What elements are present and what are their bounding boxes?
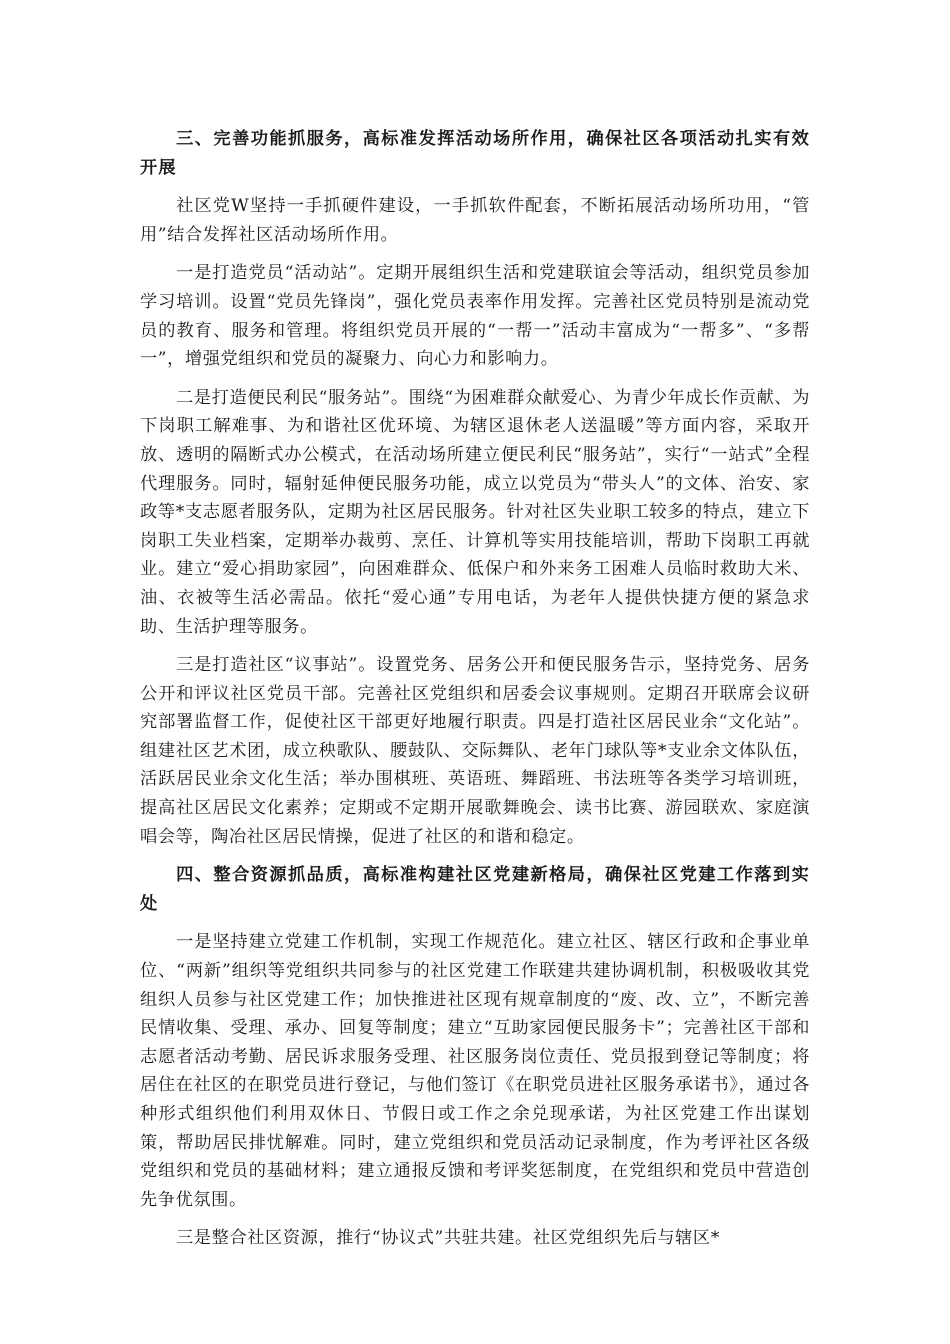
- document-body: [140, 125, 810, 1263]
- paragraph-service-station: 二是打造便民利民“服务站”。围绕“为困难群众献爱心、为青少年成长作贡献、为下岗职工解难事、为和谐社区优环境、为辖区退休老人送温暖”等方面内容，采取开放、透明的隔断式办公模式，在活动场所建立便民利民“服务站”，实行“一站式”全程代理服务。同时，辐射延伸便民服务功能，成立以党员为“带头人”的文体、治安、家政等*支志愿者服务队，定期为社区居民服务。针对社区失业职工较多的特点，建立下岗职工失业档案，定期举办裁剪、烹任、计算机等实用技能培训，帮助下岗职工再就业。建立“爱心捐助家园”，向困难群众、低保户和外来务工困难人员临时救助大米、油、衣被等生活必需品。依托“爱心通”专用电话，为老年人提供快捷方便的紧急求助、生活护理等服务。: [140, 387, 810, 637]
- paragraph-activity-station: 一是打造党员“活动站”。定期开展组织生活和党建联谊会等活动，组织党员参加学习培训。设置“党员先锋岗”，强化党员表率作用发挥。完善社区党员特别是流动党员的教育、服务和管理。将组织党员开展的“一帮一”活动丰富成为“一帮多”、“多帮一”，增强党组织和党员的凝聚力、向心力和影响力。: [140, 263, 810, 370]
- section-heading-3: 三、完善功能抓服务，高标准发挥活动场所作用，确保社区各项活动扎实有效开展: [140, 129, 810, 178]
- paragraph-discussion-station: 三是打造社区“议事站”。设置党务、居务公开和便民服务告示，坚持党务、居务公开和评议社区党员干部。完善社区党组织和居委会议事规则。定期召开联席会议研究部署监督工作，促使社区干部更好地履行职责。四是打造社区居民业余“文化站”。组建社区艺术团，成立秧歌队、腰鼓队、交际舞队、老年门球队等*支业余文体队伍，活跃居民业余文化生活；举办围棋班、英语班、舞蹈班、书法班等各类学习培训班，提高社区居民文化素养；定期或不定期开展歌舞晚会、读书比赛、游园联欢、家庭演唱会等，陶冶社区居民情操，促进了社区的和谐和稳定。: [140, 655, 810, 847]
- paragraph-intro: 社区党W坚持一手抓硬件建设，一手抓软件配套，不断拓展活动场所功用，“管用”结合发挥社区活动场所作用。: [140, 196, 810, 245]
- paragraph-resource-integration: 三是整合社区资源，推行“协议式”共驻共建。社区党组织先后与辖区*: [176, 1228, 720, 1249]
- section-heading-4: 四、整合资源抓品质，高标准构建社区党建新格局，确保社区党建工作落到实处: [140, 865, 810, 914]
- paragraph-work-mechanism: 一是坚持建立党建工作机制，实现工作规范化。建立社区、辖区行政和企事业单位、“两新”组织等党组织共同参与的社区党建工作联建共建协调机制，积极吸收其党组织人员参与社区党建工作；加快推进社区现有规章制度的“废、改、立”，不断完善民情收集、受理、承办、回复等制度；建立“互助家园便民服务卡”；完善社区干部和志愿者活动考勤、居民诉求服务受理、社区服务岗位责任、党员报到登记等制度；将居住在社区的在职党员进行登记，与他们签订《在职党员进社区服务承诺书》，通过各种形式组织他们利用双休日、节假日或工作之余兑现承诺，为社区党建工作出谋划策，帮助居民排忧解难。同时，建立党组织和党员活动记录制度，作为考评社区各级党组织和党员的基础材料；建立通报反馈和考评奖惩制度，在党组织和党员中营造创先争优氛围。: [140, 932, 810, 1210]
